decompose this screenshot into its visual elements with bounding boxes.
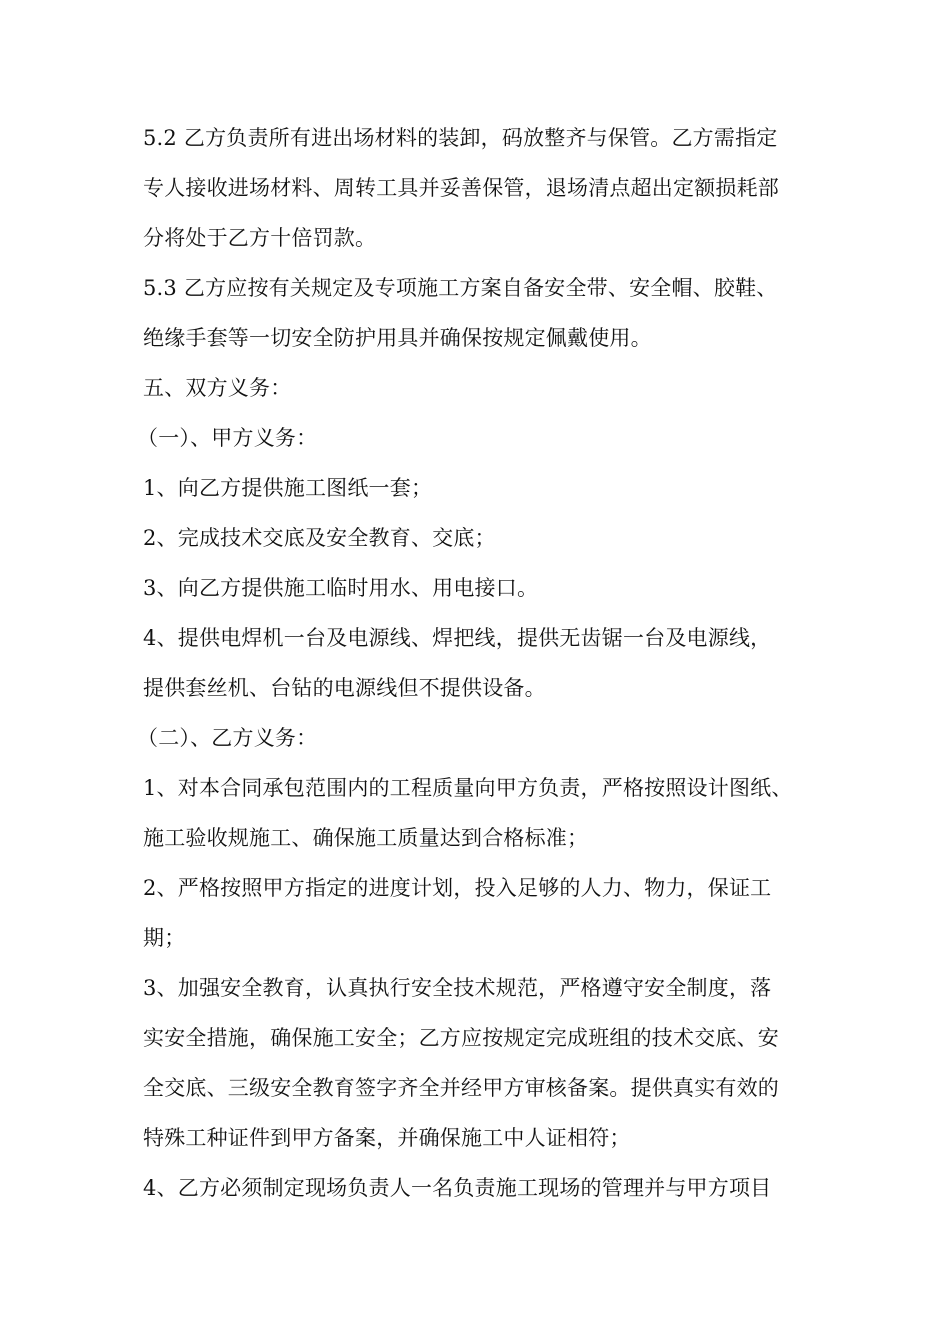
text-line: 2、完成技术交底及安全教育、交底； [143,526,496,550]
document-page [137,113,815,1213]
subsection-heading-party-a [137,413,815,463]
party-a-item-2 [143,513,815,563]
text-line: 特殊工种证件到甲方备案，并确保施工中人证相符； [143,1126,631,1150]
text-line: 专人接收进场材料、周转工具并妥善保管，退场清点超出定额损耗部 [143,176,779,200]
text-line: 分将处于乙方十倍罚款。 [143,226,377,250]
section-heading: 五、双方义务： [143,376,292,400]
text-line: 5.3 乙方应按有关规定及专项施工方案自备安全带、安全帽、胶鞋、 [143,276,778,300]
text-line: 5.2 乙方负责所有进出场材料的装卸，码放整齐与保管。乙方需指定 [143,126,778,150]
text-line: 2、严格按照甲方指定的进度计划，投入足够的人力、物力，保证工 [143,876,772,900]
subsection-heading: （二）、乙方义务： [137,726,318,750]
text-line: 1、向乙方提供施工图纸一套； [143,476,433,500]
text-line: 全交底、三级安全教育签字齐全并经甲方审核备案。提供真实有效的 [143,1076,779,1100]
text-line: 1、对本合同承包范围内的工程质量向甲方负责，严格按照设计图纸、 [143,776,793,800]
party-a-item-4 [143,613,815,713]
text-line: 施工验收规施工、确保施工质量达到合格标准； [143,826,589,850]
clause-5-2 [143,113,815,263]
text-line: 提供套丝机、台钻的电源线但不提供设备。 [143,676,546,700]
party-a-item-1 [143,463,815,513]
party-b-item-4 [143,1163,815,1213]
text-line: 实安全措施，确保施工安全；乙方应按规定完成班组的技术交底、安 [143,1026,779,1050]
text-line: 绝缘手套等一切安全防护用具并确保按规定佩戴使用。 [143,326,652,350]
party-b-item-1 [143,763,815,863]
subsection-heading: （一）、甲方义务： [137,426,318,450]
text-line: 4、提供电焊机一台及电源线、焊把线，提供无齿锯一台及电源线， [143,626,772,650]
subsection-heading-party-b [137,713,815,763]
party-b-item-2 [143,863,815,963]
clause-5-3 [143,263,815,363]
section-heading-mutual-obligations [143,363,815,413]
party-a-item-3 [143,563,815,613]
text-line: 4、乙方必须制定现场负责人一名负责施工现场的管理并与甲方项目 [143,1176,772,1200]
text-line: 3、加强安全教育，认真执行安全技术规范，严格遵守安全制度，落 [143,976,772,1000]
party-b-item-3 [143,963,815,1163]
text-line: 3、向乙方提供施工临时用水、用电接口。 [143,576,539,600]
text-line: 期； [143,926,186,950]
